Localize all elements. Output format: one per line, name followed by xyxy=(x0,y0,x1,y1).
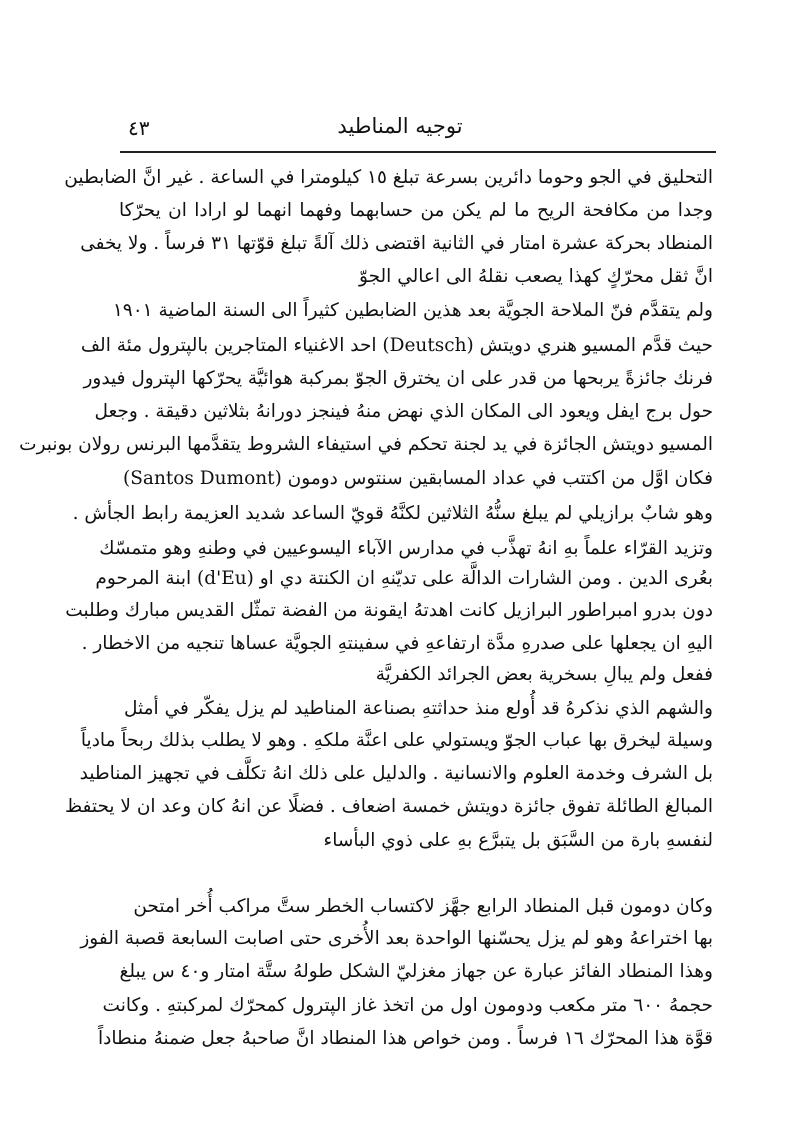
text-line: قوَّة هذا المحرّك ١٦ فرساً . ومن خواص هذا المنطاد انَّ صاحبهُ جعل ضمنهُ منطاداً xyxy=(98,1028,713,1049)
text-line: حيث قدَّم المسيو هنري دويتش (Deutsch) احد الاغنياء المتاجرين بالپترول مئة الف xyxy=(80,335,713,356)
text-line: ففعل ولم يبالِ بسخرية بعض الجرائد الكفريَّة xyxy=(375,664,713,685)
text-line: بل الشرف وخدمة العلوم والانسانية . والدليل على ذلك انهُ تكلَّف في تجهيز المناطيد xyxy=(79,763,713,784)
text-line: المبالغ الطائلة تفوق جائزة دويتش خمسة اضعاف . فضلًا عن انهُ كان وعد ان لا يحتفظ xyxy=(64,796,713,817)
text-line: انَّ ثقل محرّكٍ كهذا يصعب نقلهُ الى اعالي الجوّ xyxy=(359,266,713,287)
text-line: التحليق في الجو وحوما دائرين بسرعة تبلغ ١٥ كيلومترا في الساعة . غير انَّ الضابطين xyxy=(64,167,713,188)
text-line: وكان دومون قبل المنطاد الرابع جهَّز لاكتساب الخطر ستَّ مراكب أُخر امتحن xyxy=(133,896,713,917)
text-line: بعُرى الدين . ومن الشارات الدالَّة على تديّنهِ ان الكنتة دي او (d'Eu) ابنة المرحوم xyxy=(95,568,713,589)
text-line: بها اختراعهُ وهو لم يزل يحسّنها الواحدة بعد الأُخرى حتى اصابت السابعة قصبة الفوز xyxy=(80,928,713,949)
text-line: دون بدرو امبراطور البرازيل كانت اهدتهُ ايقونة من الفضة تمثّل القديس مبارك وطلبت xyxy=(65,600,713,621)
text-line: فكان اوَّل من اكتتب في عداد المسابقين سنتوس دومون (Santos Dumont) xyxy=(123,468,713,489)
text-line: ولم يتقدَّم فنّ الملاحة الجويَّة بعد هذين الضابطين كثيراً الى السنة الماضية ١٩٠١ xyxy=(112,300,713,321)
text-line: حجمهُ ٦٠٠ متر مكعب ودومون اول من اتخذ غاز الپترول كمحرّك لمركبتهِ . وكانت xyxy=(102,995,713,1016)
text-line: اليهِ ان يجعلها على صدرهِ مدَّة ارتفاعهِ في سفينتهِ الجويَّة عساها تنجيه من الاخطار . xyxy=(81,633,713,654)
text-line: وهو شابٌ برازيلي لم يبلغ سنُّهُ الثلاثين لكنَّهُ قويّ الساعد شديد العزيمة رابط الجأش . xyxy=(72,503,713,524)
text-line: حول برج ايفل ويعود الى المكان الذي نهض منهُ فينجز دورانهُ بثلاثين دقيقة . وجعل xyxy=(94,401,713,422)
text-line: المنطاد بحركة عشرة امتار في الثانية اقتضى ذلك آلةً تبلغ قوّتها ٣١ فرساً . ولا يخفى xyxy=(80,233,713,254)
text-line: وسيلة ليخرق بها عباب الجوّ ويستولي على اعنَّة ملكهِ . وهو لا يطلب بذلك ربحاً مادياً xyxy=(80,730,713,751)
text-line: وجدا من مكافحة الريح ما لم يكن من حسابهما وفهما انهما لو ارادا ان يحرّكا xyxy=(119,200,713,221)
page-number: ٤٣ xyxy=(128,116,150,140)
text-line: فرنك جائزةً يربحها من قدر على ان يخترق الجوّ بمركبة هوائيَّة يحرّكها الپترول فيدور xyxy=(83,368,713,389)
header-rule xyxy=(120,151,716,153)
text-line: المسيو دويتش الجائزة في يد لجنة تحكم في استيفاء الشروط يتقدَّمها البرنس رولان بونبرت xyxy=(19,434,713,455)
text-line: وهذا المنطاد الفائز عبارة عن جهاز مغزليّ الشكل طولهُ ستَّة امتار و٤٠ س يبلغ xyxy=(119,961,713,982)
running-title: توجيه المناطيد xyxy=(337,114,463,138)
text-line: والشهم الذي نذكرهُ قد أُولع منذ حداثتهِ بصناعة المناطيد لم يزل يفكّر في أمثل xyxy=(124,698,713,719)
text-line: لنفسهِ بارة من السَّبَق بل يتبرَّع بهِ على ذوي البأساء xyxy=(323,830,713,851)
text-line: وتزيد القرّاء علماً بهِ انهُ تهذَّب في مدارس الآباء اليسوعيين في وطنهِ وهو متمسّك xyxy=(99,538,713,559)
